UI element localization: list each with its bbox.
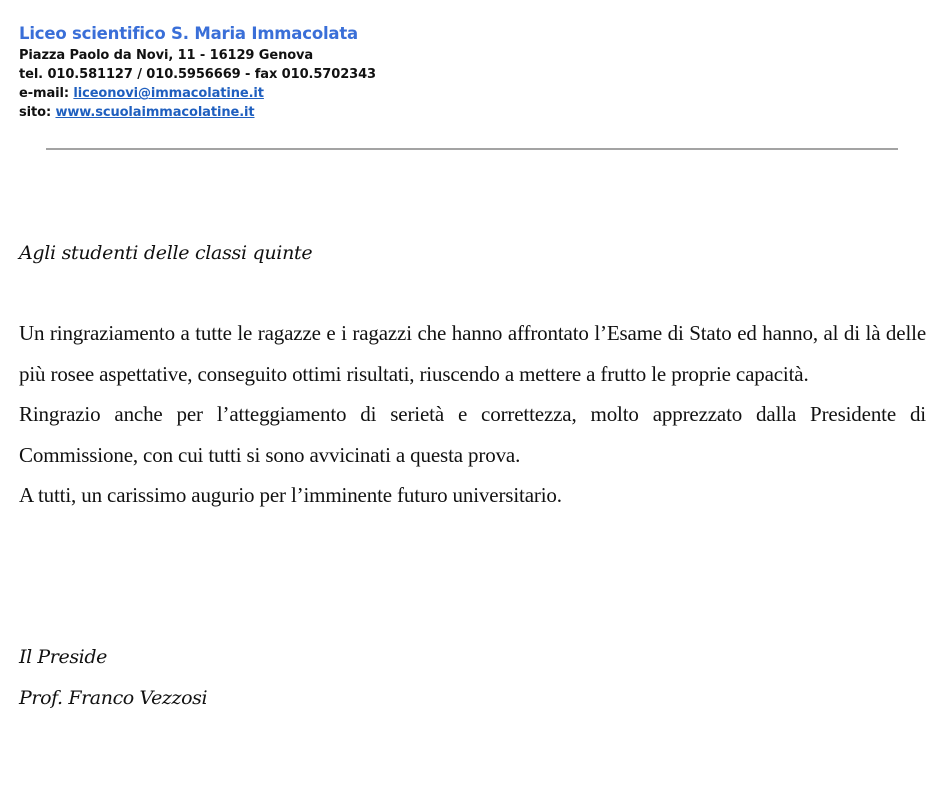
site-link[interactable]: www.scuolaimmacolatine.it	[55, 105, 255, 120]
letter-body	[19, 313, 926, 516]
body-paragraph: Ringrazio anche per l’atteggiamento di serietà e correttezza, molto apprezzato dalla Presidente di Commissione, con cui tutti si sono avvicinati a questa prova.	[19, 402, 926, 467]
body-paragraph: Un ringraziamento a tutte le ragazze e i ragazzi che hanno affrontato l’Esame di Stato ed hanno, al di là delle più rosee aspettative, conseguito ottimi risultati, riuscendo a mettere a frutto le proprie capacità.	[19, 321, 926, 386]
email-link[interactable]: liceonovi@immacolatine.it	[73, 86, 264, 101]
signature-role: Il Preside	[19, 646, 107, 668]
site-line	[19, 103, 619, 122]
school-address: Piazza Paolo da Novi, 11 - 16129 Genova	[19, 48, 314, 63]
signature-name: Prof. Franco Vezzosi	[19, 687, 208, 709]
school-name: Liceo scientifico S. Maria Immacolata	[19, 24, 358, 43]
school-phone: tel. 010.581127 / 010.5956669 - fax 010.5702343	[19, 67, 376, 82]
recipient-line: Agli studenti delle classi quinte	[19, 242, 313, 264]
letterhead	[19, 22, 619, 122]
email-line	[19, 84, 619, 103]
header-divider	[46, 148, 898, 150]
signature-block	[19, 637, 207, 719]
email-label: e-mail:	[19, 86, 74, 101]
body-paragraph: A tutti, un carissimo augurio per l’imminente futuro universitario.	[19, 483, 562, 507]
site-label: sito:	[19, 105, 56, 120]
